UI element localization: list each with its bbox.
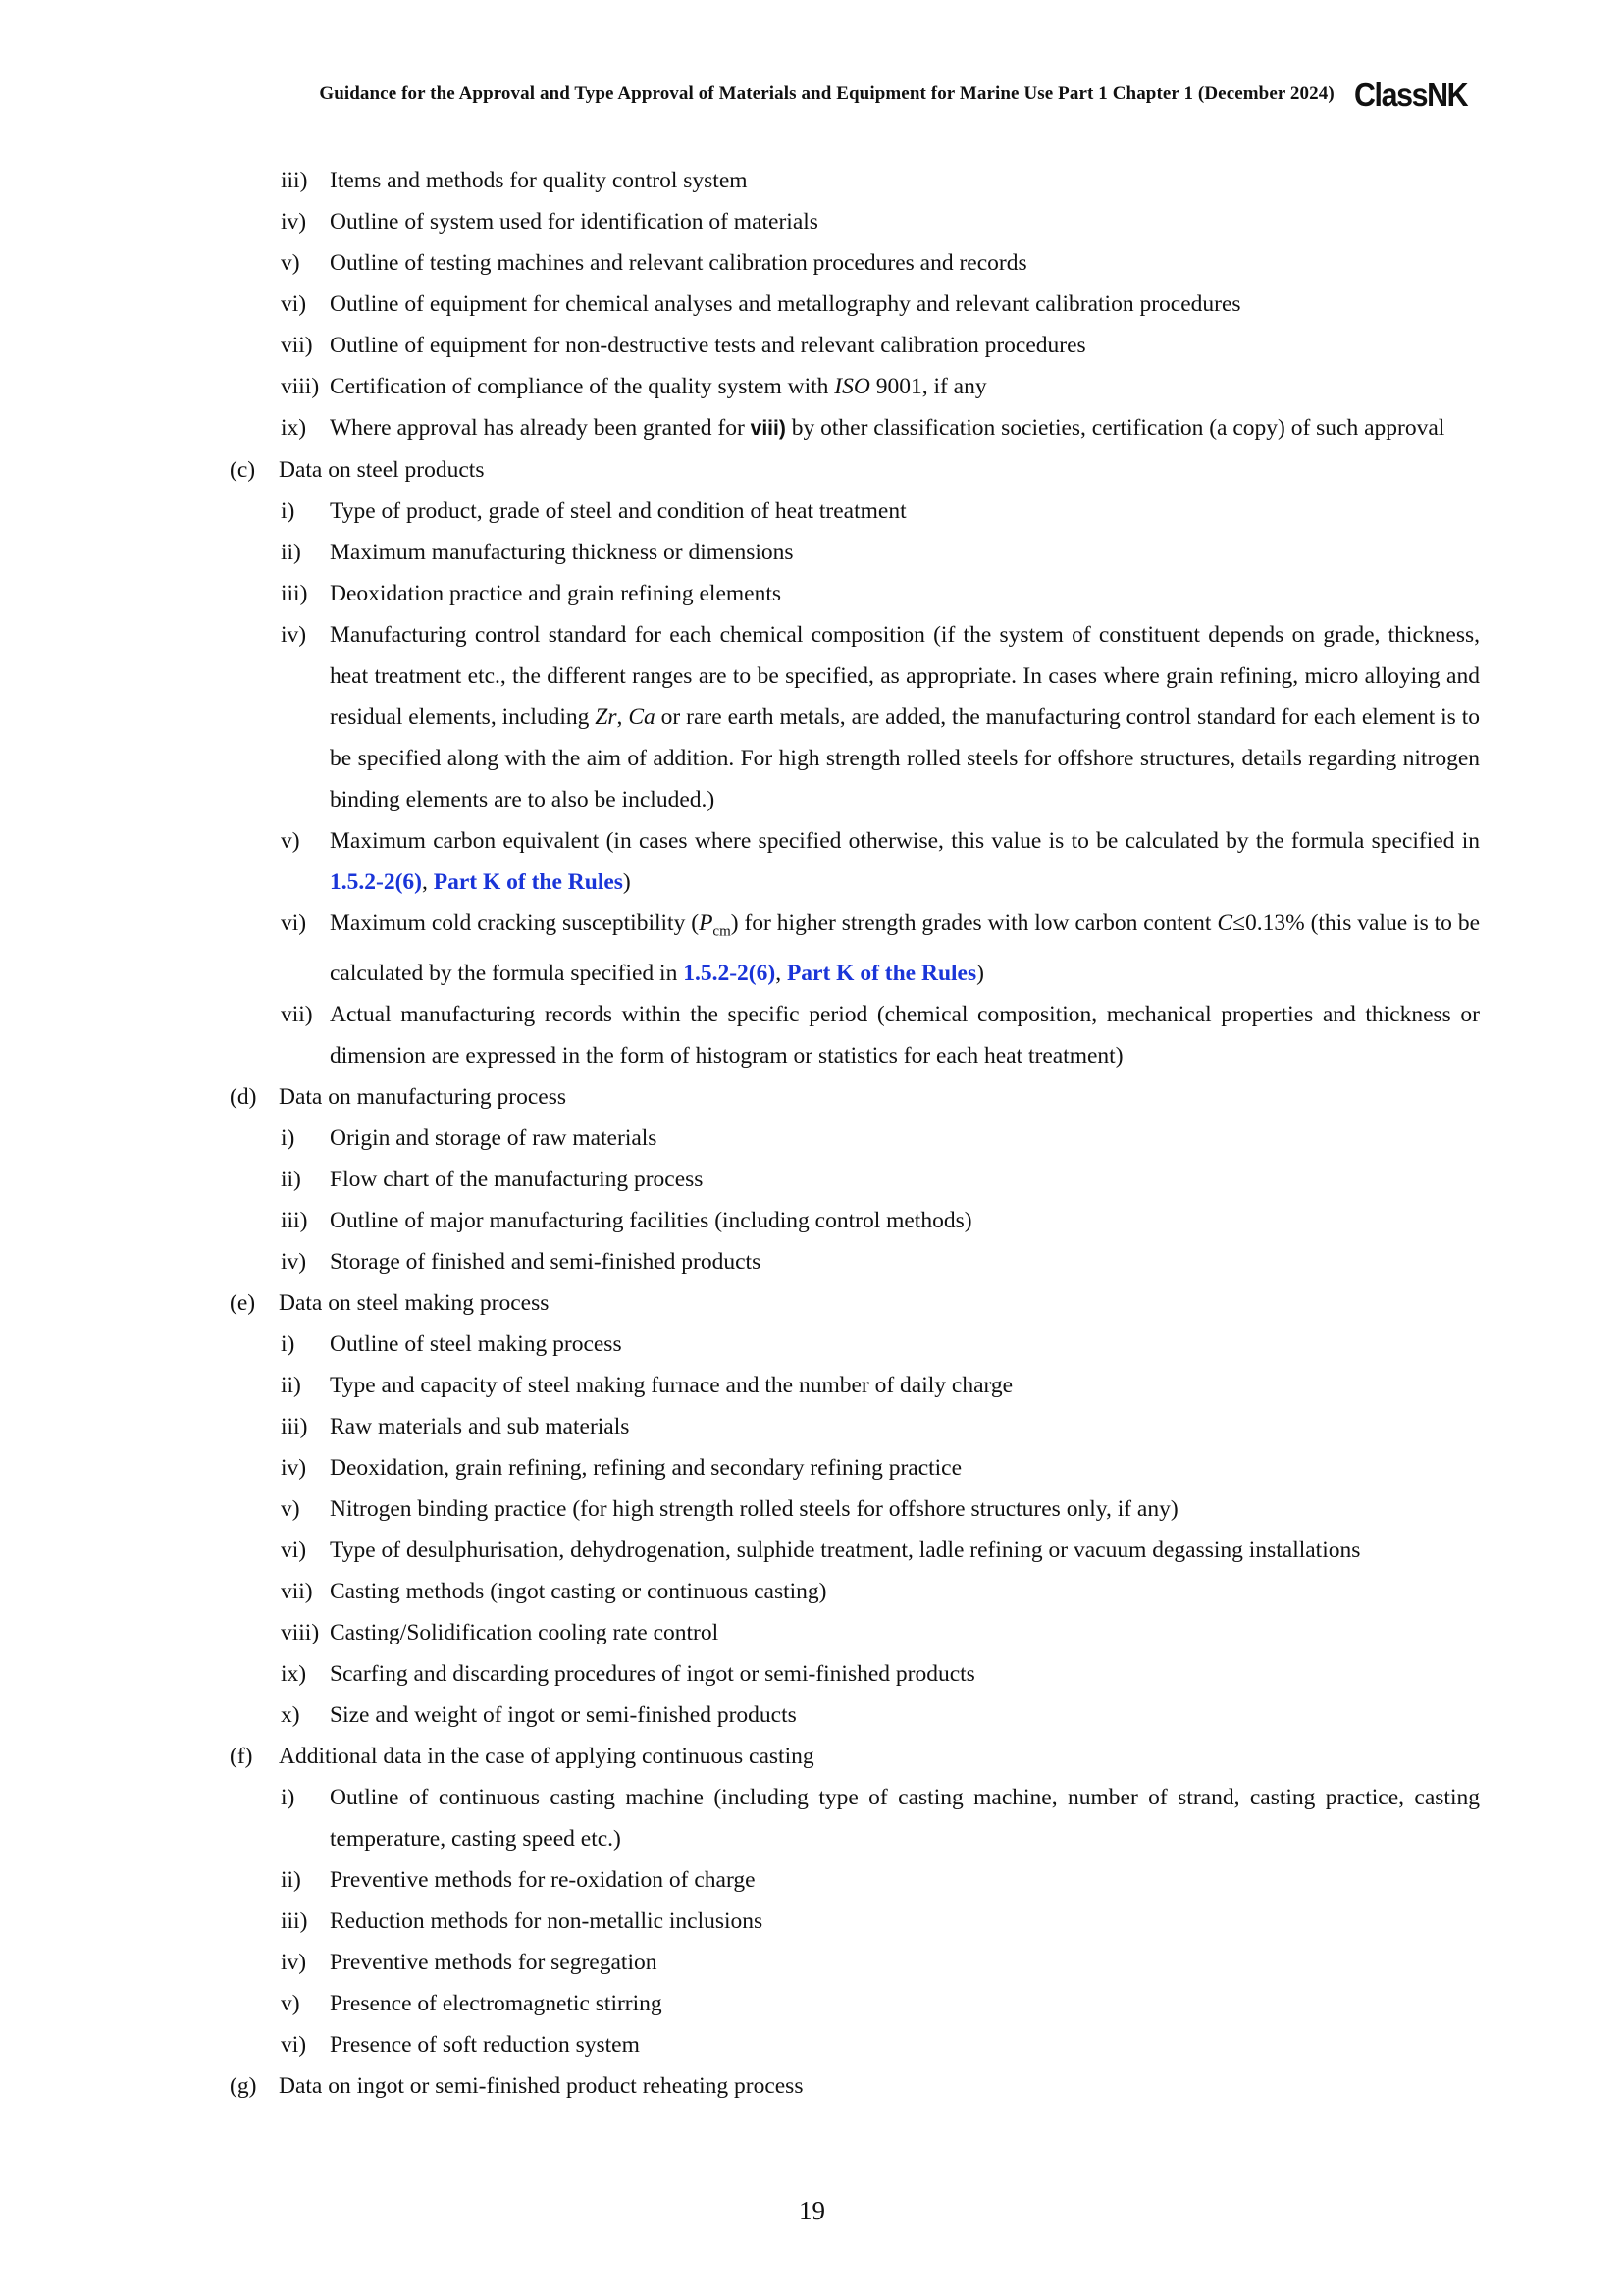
list-item — [0, 1200, 1624, 1241]
item-text: Presence of electromagnetic stirring — [330, 1990, 662, 2016]
pcm-subscript: cm — [712, 923, 731, 940]
item-number: iv) — [281, 1248, 307, 1275]
item-number: ix) — [281, 1660, 307, 1687]
list-item — [0, 1859, 1624, 1901]
item-number: v) — [281, 250, 300, 276]
item-text: Nitrogen binding practice (for high strength rolled steels for offshore structures only, if any) — [330, 1495, 1179, 1522]
item-number: vi) — [281, 1537, 307, 1563]
item-text: Presence of soft reduction system — [330, 2031, 640, 2058]
list-item — [0, 491, 1624, 532]
item-number: iv) — [281, 1454, 307, 1481]
list-item — [0, 1406, 1624, 1447]
item-text: Raw materials and sub materials — [330, 1413, 630, 1439]
text-run: ≤0.13% (this value is to be calculated by the formula specified in — [330, 911, 1481, 986]
list-item — [0, 1612, 1624, 1653]
pcm-symbol: P — [699, 911, 713, 936]
list-item — [0, 1365, 1624, 1406]
item-text: Deoxidation, grain refining, refining and secondary refining practice — [330, 1454, 963, 1481]
element-symbol: Zr — [595, 704, 617, 730]
item-number: i) — [281, 1331, 295, 1357]
list-item — [0, 2024, 1624, 2065]
item-text: Outline of system used for identification of materials — [330, 209, 818, 235]
list-item — [0, 1695, 1624, 1736]
list-item — [0, 407, 1624, 449]
text-run: ) — [976, 960, 984, 986]
rule-reference-link[interactable]: Part K of the Rules — [433, 869, 623, 895]
item-text: Maximum manufacturing thickness or dimensions — [330, 540, 794, 565]
classnk-logo: ClassNK — [1353, 76, 1467, 113]
list-item — [0, 284, 1624, 325]
list-item — [0, 366, 1624, 407]
item-number: vii) — [281, 333, 313, 358]
item-number: ii) — [281, 540, 301, 565]
list-item — [0, 160, 1624, 201]
item-number: vi) — [281, 2031, 307, 2058]
text-run: Maximum cold cracking susceptibility ( — [330, 911, 700, 936]
list-item — [0, 1571, 1624, 1612]
item-text: Outline of major manufacturing facilities (including control methods) — [330, 1207, 972, 1233]
item-text: Type of desulphurisation, dehydrogenation, sulphide treatment, ladle refining or vacuum degassing installations — [330, 1537, 1361, 1563]
item-number: ii) — [281, 1372, 301, 1398]
section-number: (c) — [230, 457, 256, 483]
list-item — [0, 1447, 1624, 1488]
list-item — [0, 1241, 1624, 1282]
item-text: Storage of finished and semi-finished products — [330, 1248, 761, 1275]
list-item — [0, 573, 1624, 614]
text-run: Manufacturing control standard for each chemical composition (if the system of constituent depends on grade, thickness, heat treatment etc., the different ranges are to be specified, as appropriate. In cases where grain refining, micro alloying and residual elements, including — [330, 622, 1480, 730]
item-text: Size and weight of ingot or semi-finished products — [330, 1701, 797, 1728]
iso-standard: ISO — [834, 374, 870, 399]
item-number: iv) — [281, 1949, 307, 1975]
section-title: Data on steel products — [279, 457, 485, 483]
item-number: x) — [281, 1701, 300, 1728]
page-header — [221, 73, 1477, 116]
item-number: i) — [281, 1784, 295, 1810]
list-item — [0, 1653, 1624, 1695]
text-run: , — [775, 960, 787, 986]
section-number: (e) — [230, 1289, 256, 1316]
item-text: Outline of testing machines and relevant calibration procedures and records — [330, 250, 1027, 276]
carbon-symbol: C — [1217, 911, 1233, 936]
list-item — [0, 201, 1624, 242]
list-item — [0, 1488, 1624, 1530]
rule-reference-link[interactable]: 1.5.2-2(6) — [683, 960, 776, 986]
list-item — [0, 820, 1624, 903]
section-heading — [0, 1736, 1624, 1777]
section-title: Additional data in the case of applying continuous casting — [279, 1743, 814, 1769]
item-text: Outline of equipment for chemical analyses and metallography and relevant calibration procedures — [330, 291, 1241, 317]
section-number: (d) — [230, 1083, 257, 1110]
list-item — [0, 994, 1624, 1076]
item-text: Outline of equipment for non-destructive tests and relevant calibration procedures — [330, 333, 1086, 358]
list-item — [0, 532, 1624, 573]
item-text: Type of product, grade of steel and condition of heat treatment — [330, 498, 907, 524]
item-number: vi) — [281, 911, 307, 936]
document-body — [0, 160, 1624, 2107]
text-run: Certification of compliance of the quality system with — [330, 374, 835, 399]
list-item — [0, 242, 1624, 284]
item-text: Outline of continuous casting machine (including type of casting machine, number of strand, casting practice, casting temperature, casting speed etc.) — [330, 1784, 1480, 1852]
list-item — [0, 1324, 1624, 1365]
text-run: , — [421, 869, 434, 895]
text-run: by other classification societies, certification (a copy) of such approval — [785, 415, 1445, 441]
item-number: i) — [281, 1124, 295, 1151]
item-number: ii) — [281, 1866, 301, 1893]
item-text: Outline of steel making process — [330, 1331, 622, 1357]
section-title: Data on manufacturing process — [279, 1083, 566, 1110]
item-number: ii) — [281, 1166, 301, 1192]
text-run: Where approval has already been granted for — [330, 415, 751, 441]
list-item — [0, 903, 1624, 994]
section-title: Data on steel making process — [279, 1289, 550, 1316]
item-text: Preventive methods for re-oxidation of charge — [330, 1866, 756, 1893]
item-text: Casting/Solidification cooling rate control — [330, 1619, 719, 1645]
text-run: 9001, if any — [869, 374, 987, 399]
list-item — [0, 1983, 1624, 2024]
item-number: v) — [281, 828, 300, 854]
item-number: viii) — [281, 1619, 320, 1645]
list-item — [0, 1901, 1624, 1942]
text-run: , — [616, 704, 629, 730]
item-text: Reduction methods for non-metallic inclusions — [330, 1907, 763, 1934]
item-text: Scarfing and discarding procedures of ingot or semi-finished products — [330, 1660, 975, 1687]
item-text — [330, 903, 1480, 994]
item-text: Items and methods for quality control system — [330, 168, 748, 193]
item-text: Casting methods (ingot casting or continuous casting) — [330, 1578, 827, 1604]
item-text: Type and capacity of steel making furnace and the number of daily charge — [330, 1372, 1014, 1398]
item-number: iii) — [281, 168, 308, 193]
item-number: viii) — [281, 374, 320, 399]
item-text: Deoxidation practice and grain refining elements — [330, 581, 782, 606]
text-run: Maximum carbon equivalent (in cases where specified otherwise, this value is to be calculated by the formula specified in — [330, 828, 1480, 854]
section-heading — [0, 1282, 1624, 1324]
page-number: 19 — [799, 2196, 825, 2225]
item-text — [330, 820, 1480, 903]
section-title: Data on ingot or semi-finished product reheating process — [279, 2072, 804, 2099]
section-number: (f) — [230, 1743, 253, 1769]
item-number: i) — [281, 498, 295, 524]
item-number: vii) — [281, 1578, 313, 1604]
rule-reference-link[interactable]: Part K of the Rules — [786, 960, 977, 986]
item-number: iv) — [281, 622, 307, 648]
item-number: vii) — [281, 1001, 313, 1027]
text-run: ) — [622, 869, 631, 895]
item-number: v) — [281, 1495, 300, 1522]
item-number: iii) — [281, 1907, 308, 1934]
item-number: v) — [281, 1990, 300, 2016]
section-number: (g) — [230, 2072, 257, 2099]
text-run: or rare earth metals, are added, the manufacturing control standard for each element is to be specified along with the aim of addition. For high strength rolled steels for offshore structures, details regarding nitrogen binding elements are to also be included.) — [330, 704, 1481, 812]
item-number: iii) — [281, 1207, 308, 1233]
item-text — [330, 407, 1480, 449]
section-heading — [0, 449, 1624, 491]
section-heading — [0, 1076, 1624, 1118]
item-reference: viii) — [750, 417, 786, 440]
section-heading — [0, 2065, 1624, 2107]
list-item — [0, 1777, 1624, 1859]
list-item — [0, 614, 1624, 820]
text-run: ) for higher strength grades with low carbon content — [730, 911, 1218, 936]
item-number: iii) — [281, 1413, 308, 1439]
item-text — [330, 366, 1480, 407]
item-text: Preventive methods for segregation — [330, 1949, 657, 1975]
element-symbol: Ca — [628, 704, 655, 730]
rule-reference-link[interactable]: 1.5.2-2(6) — [330, 869, 422, 895]
item-number: iii) — [281, 581, 308, 606]
header-title: Guidance for the Approval and Type Approval of Materials and Equipment for Marine Use Part 1 Chapter 1 (December 2024) — [319, 83, 1335, 104]
item-text — [330, 614, 1480, 820]
item-number: ix) — [281, 415, 307, 441]
list-item — [0, 1159, 1624, 1200]
item-text: Actual manufacturing records within the specific period (chemical composition, mechanical properties and thickness or dimension are expressed in the form of histogram or statistics for each heat treatment) — [330, 1001, 1480, 1069]
item-number: vi) — [281, 291, 307, 317]
item-text: Flow chart of the manufacturing process — [330, 1166, 704, 1192]
item-text: Origin and storage of raw materials — [330, 1124, 657, 1151]
item-number: iv) — [281, 209, 307, 235]
list-item — [0, 1118, 1624, 1159]
list-item — [0, 1530, 1624, 1571]
list-item — [0, 325, 1624, 366]
list-item — [0, 1942, 1624, 1983]
